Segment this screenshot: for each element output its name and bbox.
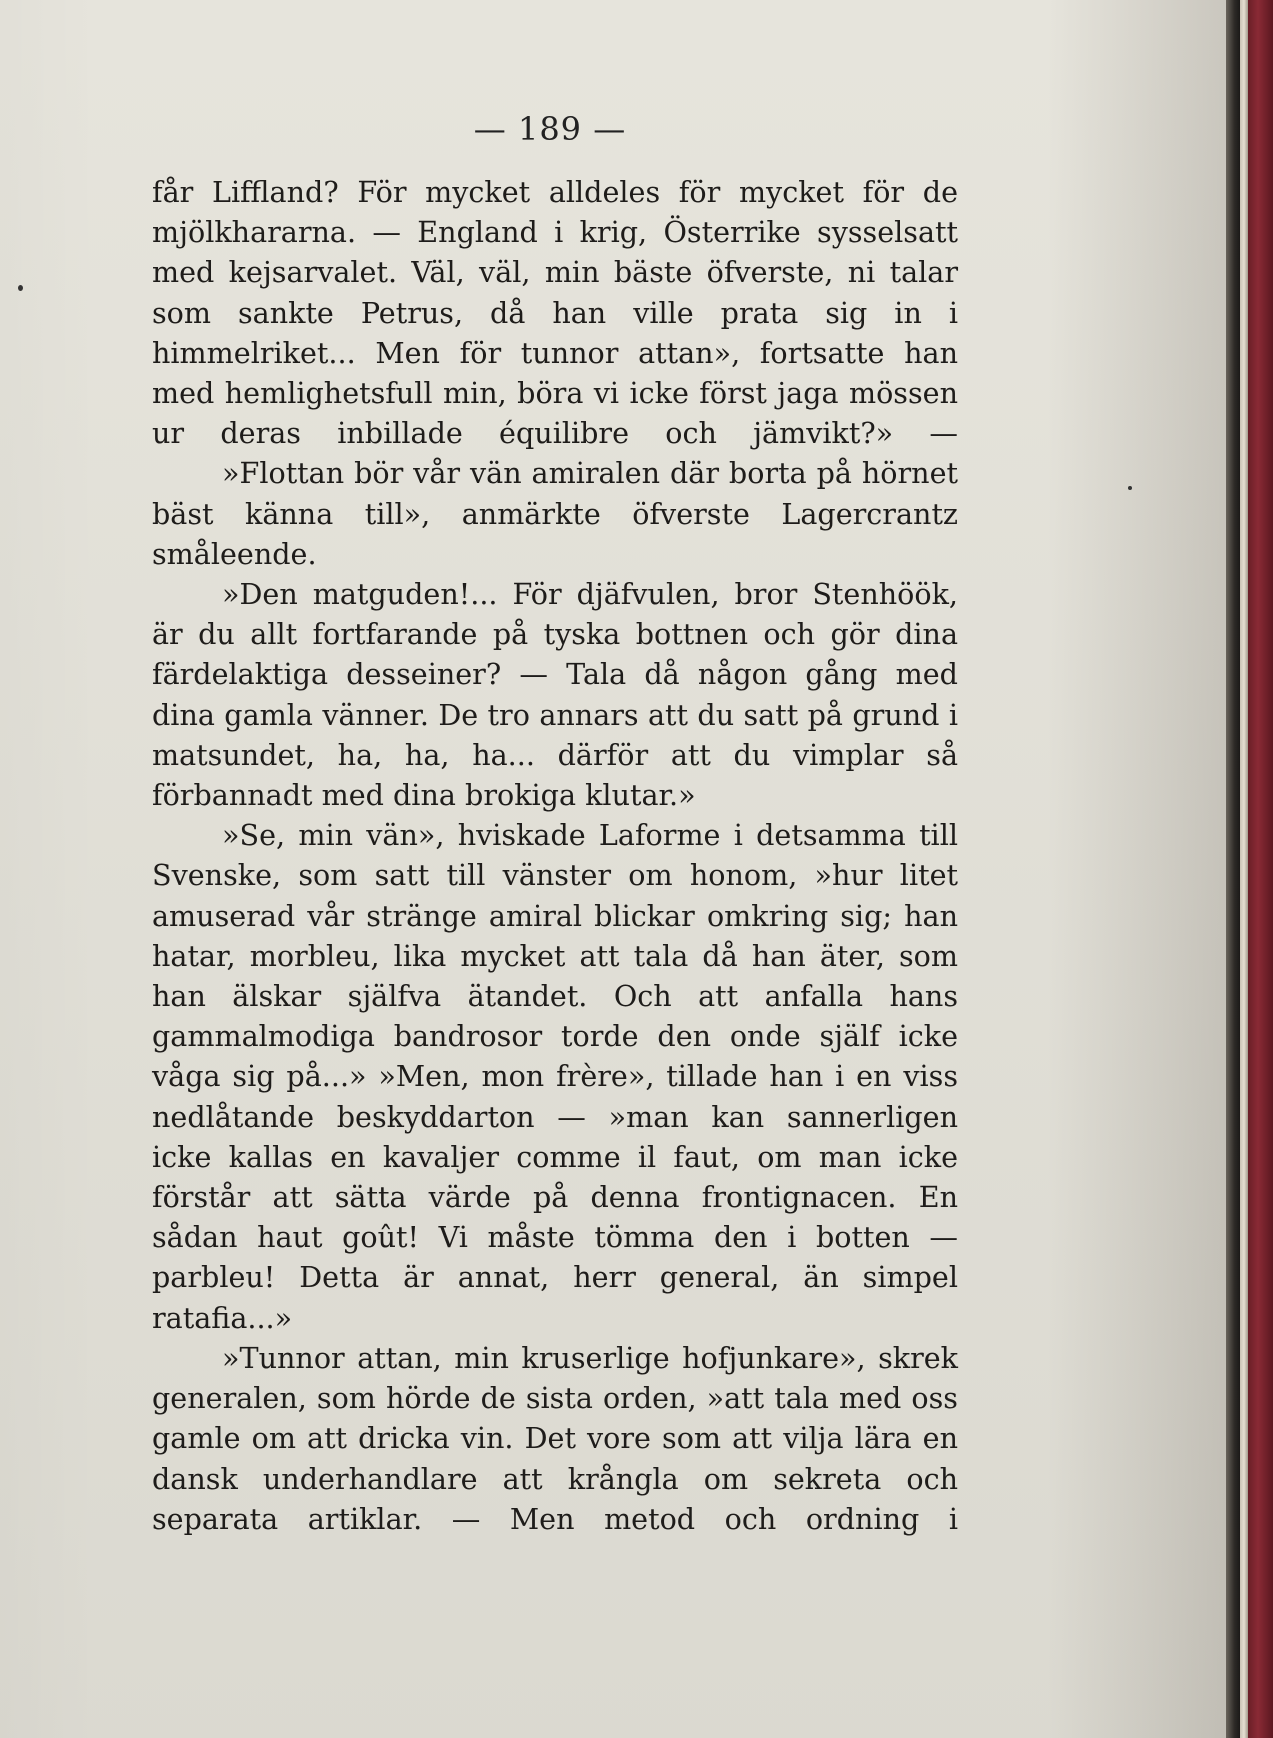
paragraph-2: »Flottan bör vår vän amiralen där borta på hörnet bäst känna till», anmärkte öfverste Lagercrantz småleende. (152, 456, 958, 571)
paragraph-1: får Liffland? För mycket alldeles för mycket för de mjölkhararna. — England i krig, Österrike sysselsatt med kejsarvalet. Väl, väl, min bäste öfverste, ni talar som sankte Petrus, då han ville prata sig in i himmelriket... Men för tunnor attan», fortsatte han med hemlighetsfull min, böra vi icke först jaga mössen ur deras inbillade équilibre och jämvikt?» — (152, 175, 958, 451)
paragraph-4: »Se, min vän», hviskade Laforme i detsamma till Svenske, som satt till vänster om honom, »hur litet amuserad vår stränge amiral blickar omkring sig; han hatar, morbleu, lika mycket att tala då han äter, som han älskar själfva ätandet. Och att anfalla hans gammalmodiga bandrosor torde den onde själf icke våga sig på...» »Men, mon frère», tillade han i en viss nedlåtande beskyddarton — »man kan sannerligen icke kallas en kavaljer comme il faut, om man icke förstår att sätta värde på denna frontignacen. En sådan haut goût! Vi måste tömma den i botten — parbleu! Detta är annat, herr general, än simpel ratafia...» (152, 818, 958, 1335)
paragraph-3: »Den matguden!... För djäfvulen, bror Stenhöök, är du allt fortfarande på tyska bottnen och gör dina färdelaktiga desseiner? — Tala då någon gång med dina gamla vänner. De tro annars att du satt på grund i matsundet, ha, ha, ha... därför att du vimplar så förbannadt med dina brokiga klutar.» (152, 577, 958, 813)
print-speck (1128, 486, 1132, 490)
page-edge-shadow (1226, 0, 1240, 1738)
page-stack-edge (1240, 0, 1248, 1738)
print-speck (18, 285, 23, 291)
page-number: — 189 — (473, 110, 627, 148)
book-cover-edge (1248, 0, 1273, 1738)
paragraph-5: »Tunnor attan, min kruserlige hofjunkare», skrek generalen, som hörde de sista orden, »att tala med oss gamle om att dricka vin. Det vore som att vilja lära en dansk underhandlare att krångla om sekreta och separata artiklar. — Men metod och ordning i (152, 1340, 958, 1536)
body-text (152, 172, 958, 1539)
